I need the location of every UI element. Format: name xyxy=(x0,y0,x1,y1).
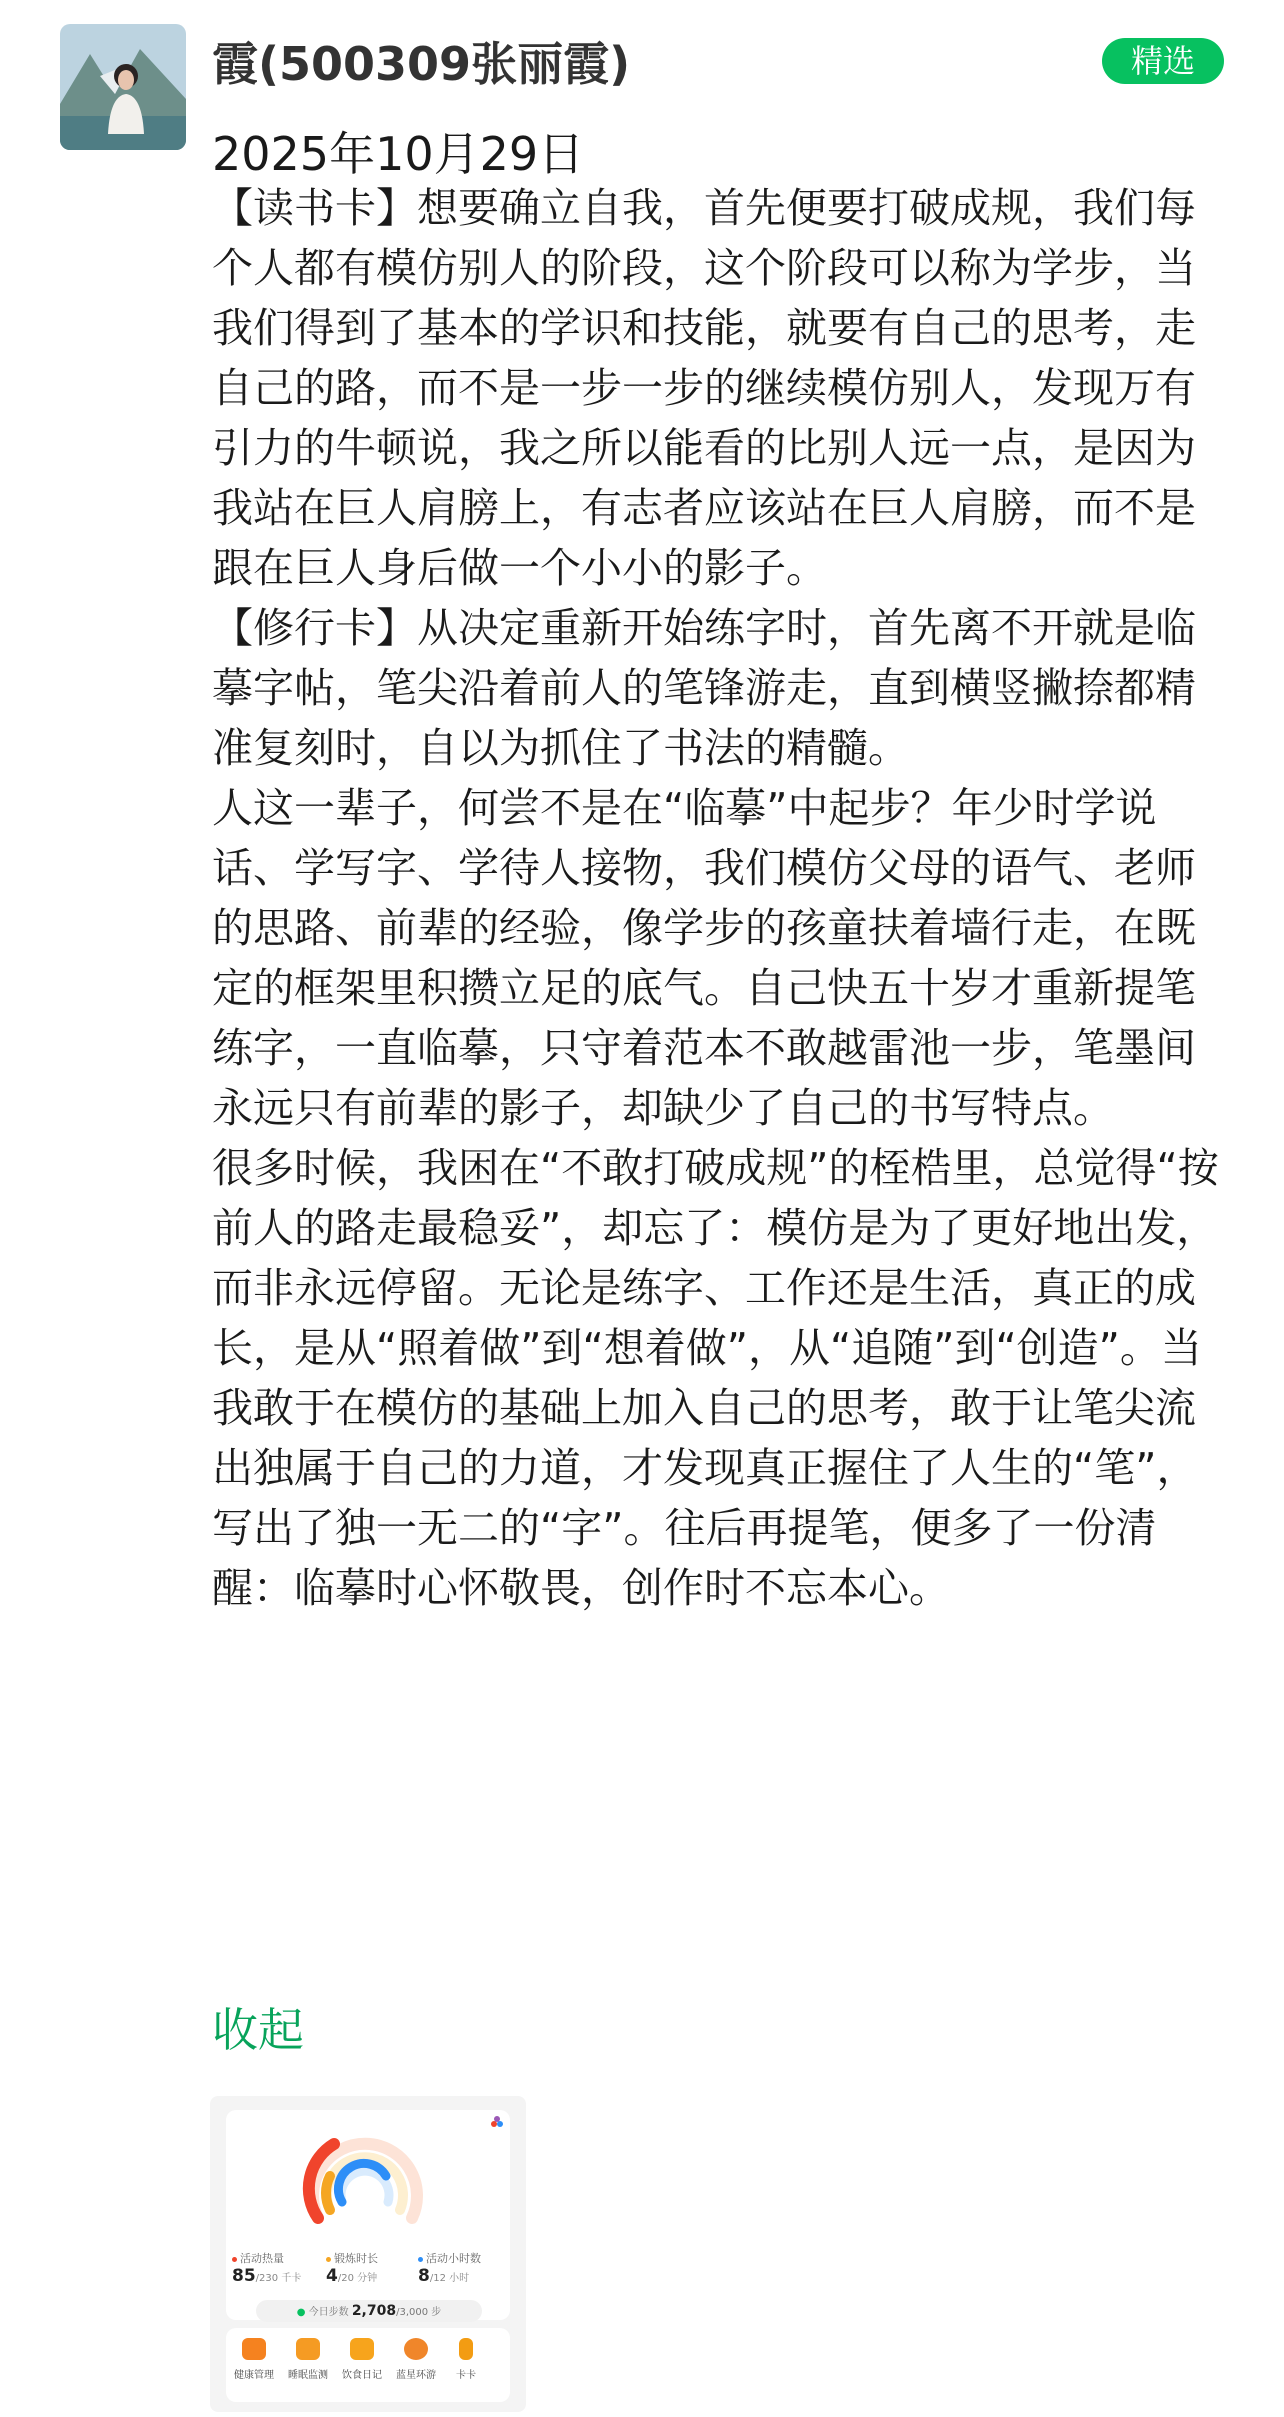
stat-exercise: 锻炼时长 4/20 分钟 xyxy=(326,2252,378,2286)
shortcut-tray xyxy=(226,2328,510,2402)
post-author-name[interactable]: 霞(500309张丽霞) xyxy=(212,37,631,91)
user-avatar[interactable] xyxy=(60,24,186,150)
shortcut-health-management: 健康管理 xyxy=(228,2338,280,2381)
shortcut-planet-tour: 蓝星环游 xyxy=(390,2338,442,2381)
steps-pill: ● 今日步数 2,708/3,000 步 xyxy=(256,2300,482,2322)
hours-dot-icon xyxy=(418,2257,423,2262)
collapse-link[interactable]: 收起 xyxy=(212,2003,304,2057)
exercise-dot-icon xyxy=(326,2257,331,2262)
paragraph-practice-card: 【修行卡】从决定重新开始练字时，首先离不开就是临摹字帖，笔尖沿着前人的笔锋游走，直到横竖撇捺都精准复刻时，自以为抓住了书法的精髓。 xyxy=(212,604,1196,772)
footprint-icon: ● xyxy=(296,2307,306,2318)
avatar-photo xyxy=(60,24,186,150)
kaka-icon xyxy=(459,2338,473,2360)
food-diary-icon xyxy=(350,2338,374,2360)
shortcut-kaka: 卡卡 xyxy=(444,2338,488,2381)
post-content xyxy=(212,178,1222,1618)
paragraph-conclusion: 很多时候，我困在“不敢打破成规”的桎梏里，总觉得“按前人的路走最稳妥”，却忘了：模仿是为了更好地出发，而非永远停留。无论是练字、工作还是生活，真正的成长，是从“照着做”到“想着做”，从“追随”到“创造”。当我敢于在模仿的基础上加入自己的思考，敢于让笔尖流出独属于自己的力道，才发现真正握住了人生的“笔”，写出了独一无二的“字”。往后再提笔，便多了一份清醒：临摹时心怀敬畏，创作时不忘本心。 xyxy=(212,1144,1219,1612)
shortcut-sleep-monitor: 睡眠监测 xyxy=(282,2338,334,2381)
shortcut-food-diary: 饮食日记 xyxy=(336,2338,388,2381)
planet-tour-icon xyxy=(404,2338,428,2360)
activity-rings-icon xyxy=(226,2110,510,2250)
post-date: 2025年10月29日 xyxy=(212,127,585,181)
health-card-image[interactable] xyxy=(210,2096,526,2412)
calories-dot-icon xyxy=(232,2257,237,2262)
health-management-icon xyxy=(242,2338,266,2360)
stat-active-hours: 活动小时数 8/12 小时 xyxy=(418,2252,481,2286)
paragraph-reading-card: 【读书卡】想要确立自我，首先便要打破成规，我们每个人都有模仿别人的阶段，这个阶段可以称为学步，当我们得到了基本的学识和技能，就要有自己的思考，走自己的路，而不是一步一步的继续模仿别人，发现万有引力的牛顿说，我之所以能看的比别人远一点，是因为我站在巨人肩膀上，有志者应该站在巨人肩膀，而不是跟在巨人身后做一个小小的影子。 xyxy=(212,184,1196,592)
activity-card xyxy=(226,2110,510,2320)
stat-calories: 活动热量 85/230 千卡 xyxy=(232,2252,302,2286)
paragraph-life-reflection: 人这一辈子，何尝不是在“临摹”中起步？年少时学说话、学写字、学待人接物，我们模仿父母的语气、老师的思路、前辈的经验，像学步的孩童扶着墙行走，在既定的框架里积攒立足的底气。自己快五十岁才重新提笔练字，一直临摹，只守着范本不敢越雷池一步，笔墨间永远只有前辈的影子，却缺少了自己的书写特点。 xyxy=(212,784,1196,1132)
sleep-monitor-icon xyxy=(296,2338,320,2360)
featured-badge: 精选 xyxy=(1102,38,1224,84)
